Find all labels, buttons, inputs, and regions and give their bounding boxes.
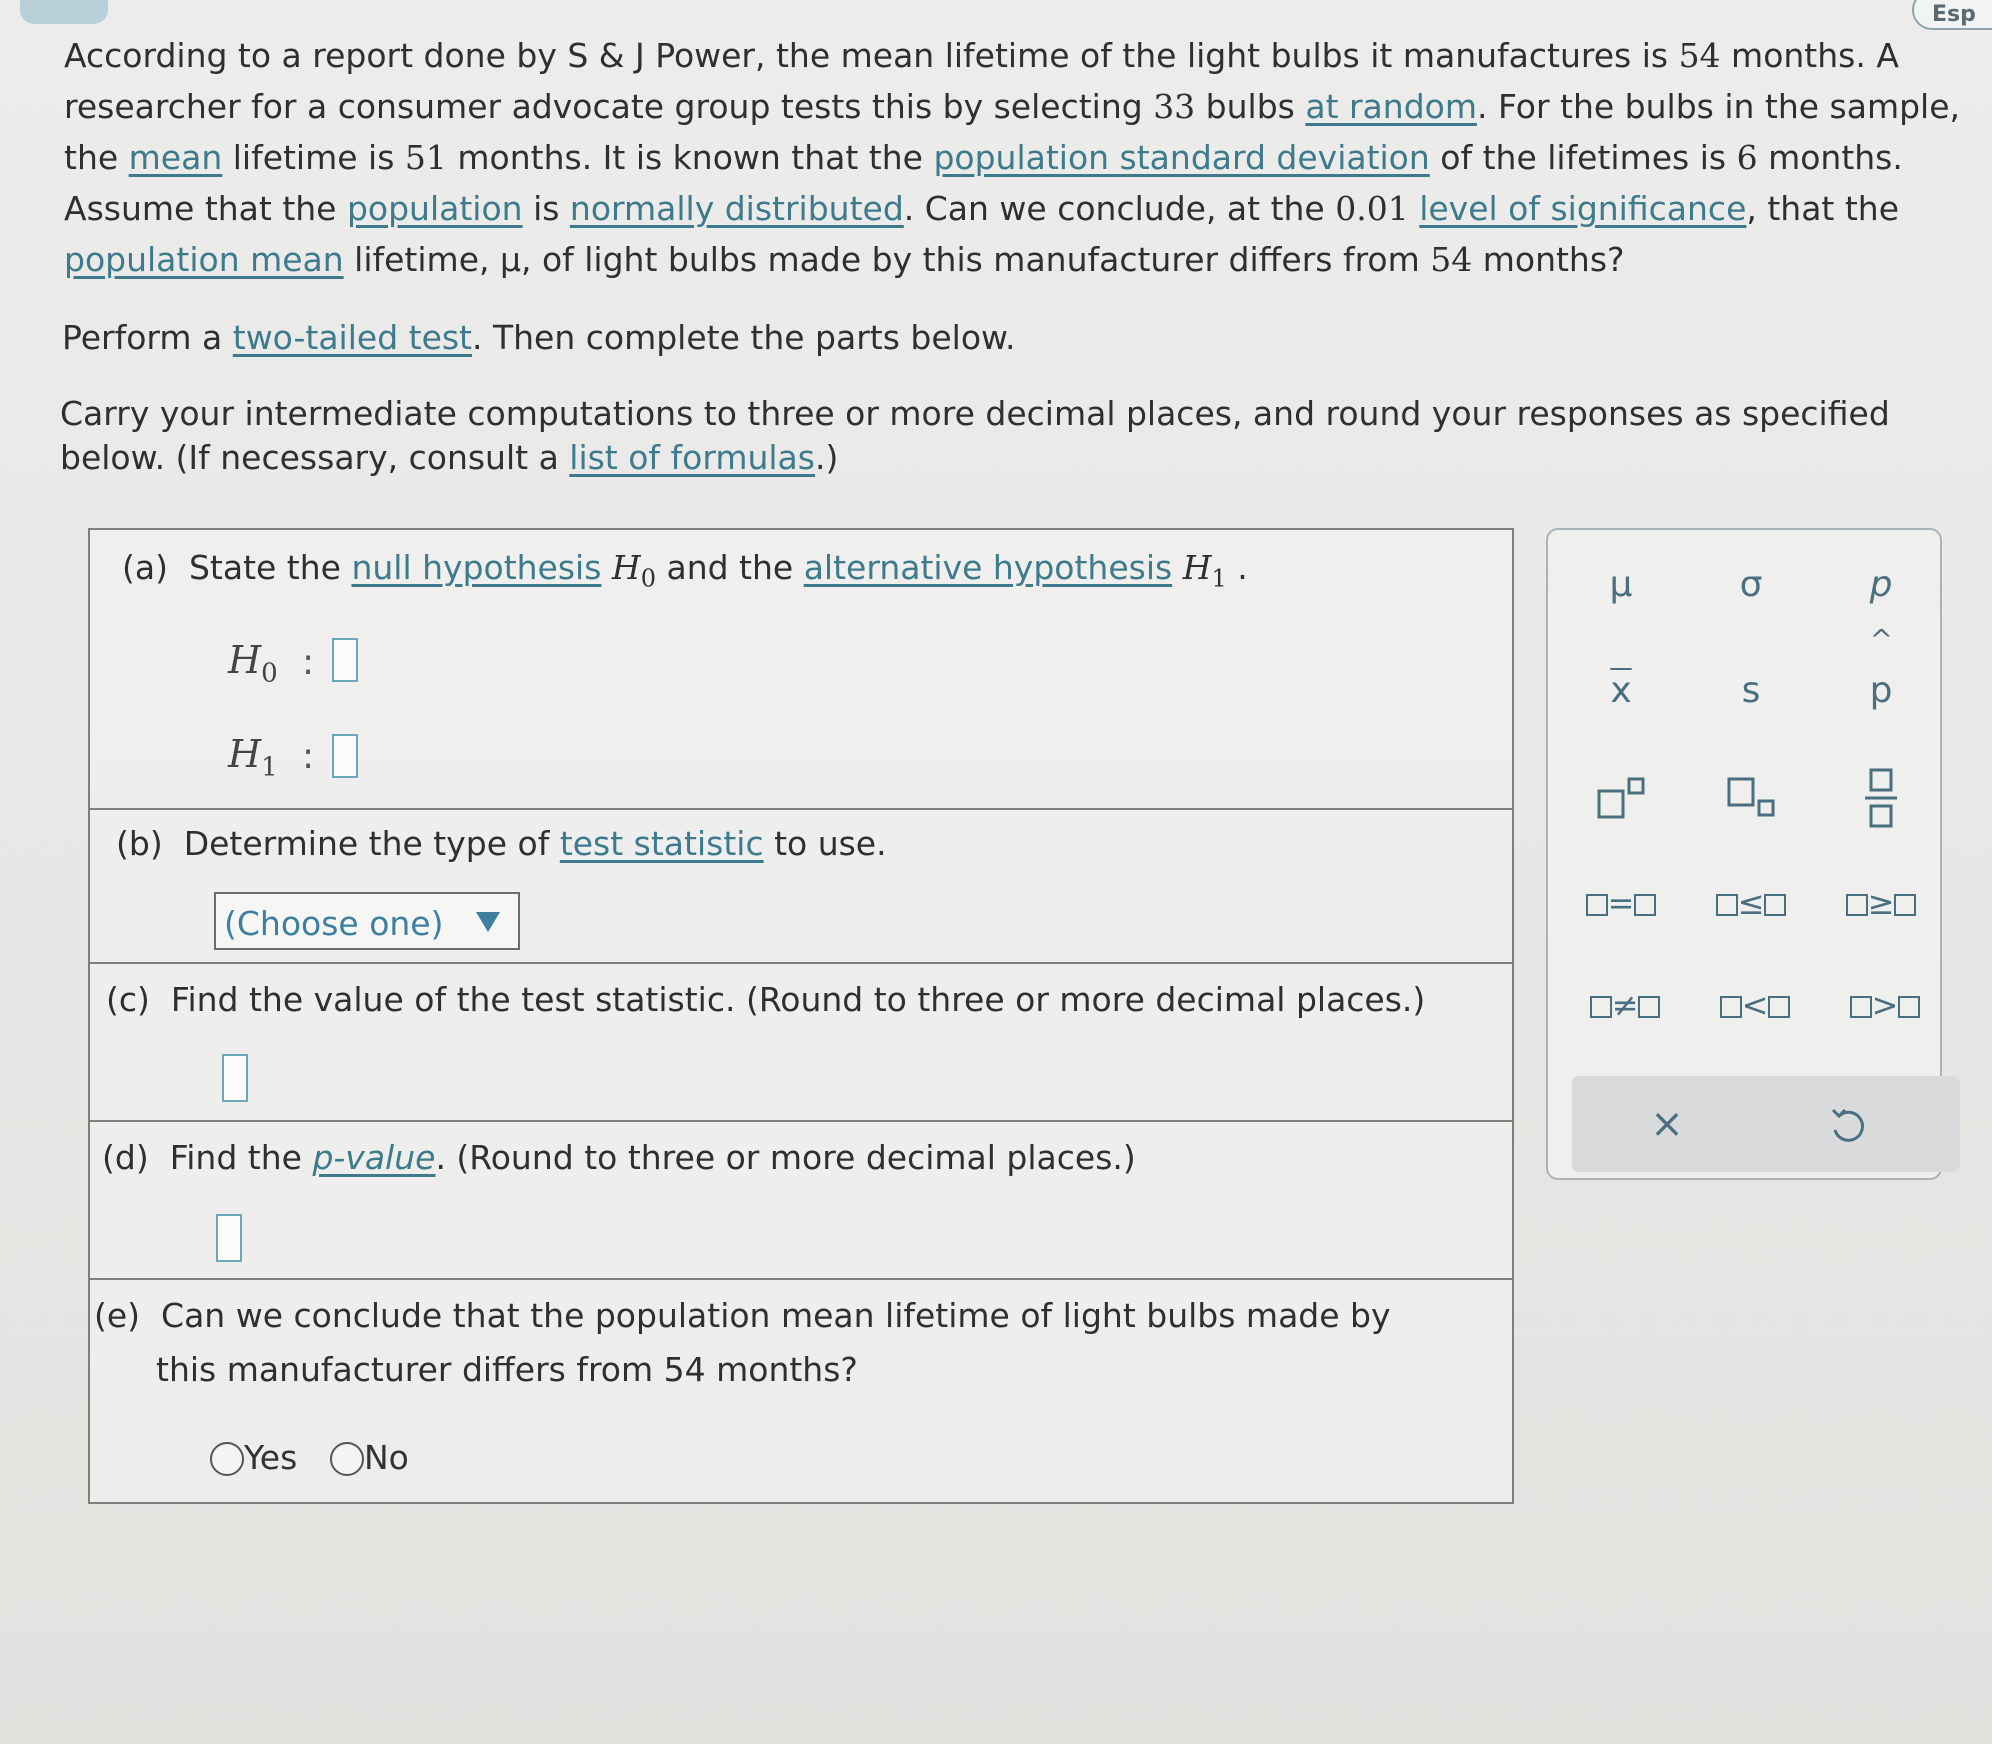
link-normally-distributed[interactable]: normally distributed (569, 189, 904, 228)
undo-icon (1827, 1106, 1867, 1146)
mu-button[interactable]: μ (1609, 564, 1633, 605)
no-label[interactable]: No (364, 1438, 409, 1477)
no-radio[interactable] (330, 1442, 364, 1476)
x-bar-symbol: $\overline{x}$ (1610, 670, 1632, 711)
h0-symbol: $H_0$ (228, 638, 278, 689)
part-e-prompt: (e) Can we conclude that the population mean lifetime of light bulbs made by (94, 1296, 1391, 1335)
hat-icon: ^ (1869, 623, 1894, 656)
subscript-icon (1721, 773, 1781, 823)
link-list-of-formulas[interactable]: list of formulas (569, 438, 815, 477)
p-value-input[interactable] (216, 1214, 242, 1262)
question-parts (88, 528, 1514, 1504)
less-than-button[interactable]: < (1700, 970, 1810, 1040)
h1-symbol: $H_1$ (228, 732, 278, 783)
link-level-of-significance[interactable]: level of significance (1419, 189, 1747, 228)
superscript-icon (1591, 773, 1651, 823)
yes-radio[interactable] (210, 1442, 244, 1476)
part-b (90, 808, 1512, 964)
less-equal-button[interactable]: ≤ (1696, 868, 1806, 938)
link-p-value[interactable]: p-value (312, 1138, 436, 1177)
undo-button[interactable] (1772, 1076, 1922, 1172)
fraction-button[interactable] (1826, 762, 1936, 832)
p-hat-letter: p (1869, 670, 1893, 711)
part-d-prompt: (d) Find the p-value. (Round to three or more decimal places.) (102, 1138, 1136, 1177)
instruction-rounding: Carry your intermediate computations to three or more decimal places, and round your responses as specified below. (If necessary, consult a list of formulas.) (60, 394, 1890, 477)
x-bar-button[interactable] (1566, 656, 1676, 726)
math-palette (1546, 528, 1942, 1180)
palette-footer (1572, 1076, 1960, 1172)
link-population[interactable]: population (346, 189, 523, 228)
not-equal-button[interactable]: ≠ (1570, 970, 1680, 1040)
p-hat-button[interactable] (1826, 623, 1936, 726)
subscript-button[interactable] (1696, 762, 1806, 832)
part-d (90, 1120, 1512, 1280)
clear-button[interactable] (1592, 1076, 1742, 1172)
link-population-mean[interactable]: population mean (64, 240, 344, 279)
p-button[interactable]: p (1869, 564, 1893, 605)
part-e-prompt-line2: this manufacturer differs from 54 months? (156, 1350, 858, 1389)
link-two-tailed-test[interactable]: two-tailed test (232, 318, 472, 357)
link-population-standard-deviation[interactable]: population standard deviation (933, 138, 1430, 177)
h1-input[interactable] (332, 734, 358, 778)
part-a (90, 530, 1512, 810)
language-button[interactable]: Esp (1912, 0, 1992, 30)
top-tab-marker (20, 0, 108, 24)
chevron-down-icon (476, 912, 500, 932)
greater-than-button[interactable]: > (1830, 970, 1940, 1040)
sigma-button[interactable]: σ (1739, 564, 1763, 605)
h0-input[interactable] (332, 638, 358, 682)
link-at-random[interactable]: at random (1305, 87, 1477, 126)
greater-equal-button[interactable]: ≥ (1826, 868, 1936, 938)
part-b-prompt: (b) Determine the type of test statistic to use. (116, 824, 887, 863)
close-icon: × (1650, 1101, 1684, 1147)
link-mean[interactable]: mean (128, 138, 223, 177)
link-test-statistic[interactable]: test statistic (559, 824, 764, 863)
part-e (90, 1278, 1512, 1504)
fraction-icon (1861, 766, 1901, 830)
h0-colon: : (302, 642, 315, 683)
part-a-prompt: (a) State the null hypothesis $H_0$ and the alternative hypothesis $H_1$ . (122, 548, 1248, 593)
test-statistic-input[interactable] (222, 1054, 248, 1102)
s-button[interactable]: s (1741, 670, 1761, 711)
link-alternative-hypothesis[interactable]: alternative hypothesis (803, 548, 1173, 587)
problem-statement: According to a report done by S & J Power, the mean lifetime of the light bulbs it manufactures is 54 months. A researcher for a consumer advocate group tests this by selecting 33 bulbs at random. For the bulbs in the sample, the mean lifetime is 51 months. It is known that the population standard deviation of the lifetimes is 6 months. Assume that the population is normally distributed. Can we conclude, at the 0.01 level of significance, that the population mean lifetime, μ, of light bulbs made by this manufacturer differs from 54 months? (64, 36, 1961, 279)
h1-colon: : (302, 736, 315, 777)
test-statistic-select[interactable]: (Choose one) (214, 892, 520, 950)
part-c (90, 962, 1512, 1122)
equals-button[interactable]: = (1566, 868, 1676, 938)
part-c-prompt: (c) Find the value of the test statistic. (Round to three or more decimal places.) (106, 980, 1426, 1019)
link-null-hypothesis[interactable]: null hypothesis (351, 548, 602, 587)
instruction-two-tailed: Perform a two-tailed test. Then complete the parts below. (62, 318, 1016, 357)
superscript-button[interactable] (1566, 762, 1676, 832)
yes-label[interactable]: Yes (244, 1438, 298, 1477)
